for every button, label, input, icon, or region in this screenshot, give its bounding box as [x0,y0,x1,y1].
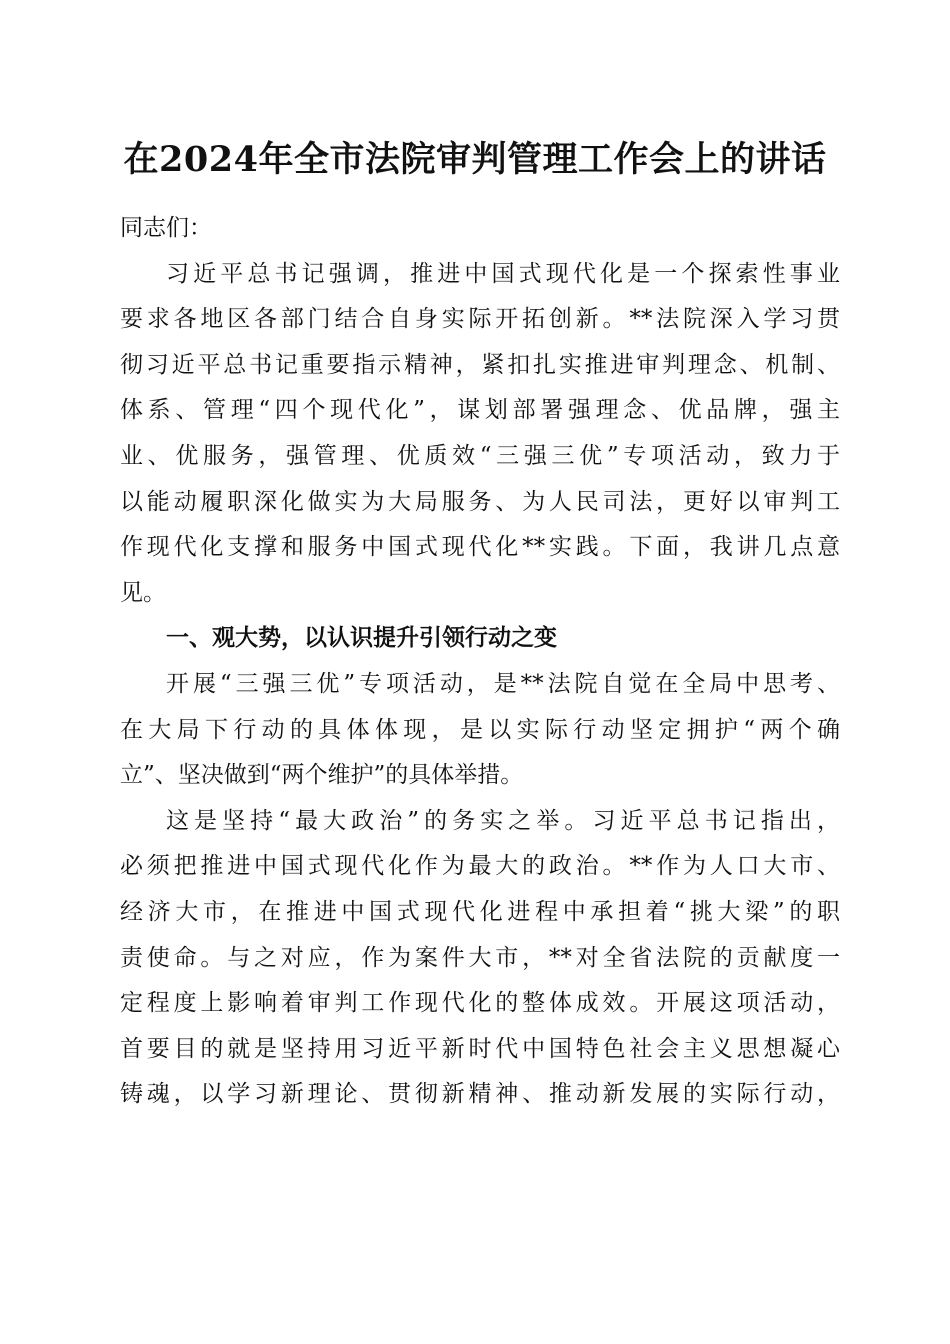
paragraph-line: 在大局下行动的具体体现，是以实际行动坚定拥护“两个确 [120,716,840,743]
paragraph-line: 定程度上影响着审判工作现代化的整体成效。开展这项活动， [120,990,840,1017]
paragraph-line: 彻习近平总书记重要指示精神，紧扣扎实推进审判理念、机制、 [120,351,840,378]
paragraph-line: 首要目的就是坚持用习近平新时代中国特色社会主义思想凝心 [120,1035,840,1062]
paragraph-line: 习近平总书记强调，推进中国式现代化是一个探索性事业 [166,260,840,287]
paragraph-line: 作现代化支撑和服务中国式现代化**实践。下面，我讲几点意 [120,534,840,561]
paragraph-line: 责使命。与之对应，作为案件大市，**对全省法院的贡献度一 [120,944,840,971]
paragraph-line: 以能动履职深化做实为大局服务、为人民司法，更好以审判工 [120,488,840,515]
paragraph-line: 经济大市，在推进中国式现代化进程中承担着“挑大梁”的职 [120,898,840,925]
paragraph-line: 开展“三强三优”专项活动，是**法院自觉在全局中思考、 [166,670,840,697]
paragraph-line: 铸魂，以学习新理论、贯彻新精神、推动新发展的实际行动， [120,1081,840,1108]
paragraph-line: 业、优服务，强管理、优质效“三强三优”专项活动，致力于 [120,442,840,469]
salutation: 同志们： [120,215,212,241]
paragraph-line: 要求各地区各部门结合自身实际开拓创新。**法院深入学习贯 [120,306,840,333]
paragraph-line: 立”、坚决做到“两个维护”的具体举措。 [120,762,524,789]
document-body [120,206,840,1118]
paragraph-line: 体系、管理“四个现代化”，谋划部署强理念、优品牌，强主 [120,397,840,424]
paragraph-line: 必须把推进中国式现代化作为最大的政治。**作为人口大市、 [120,853,840,880]
section-heading: 一、观大势，以认识提升引领行动之变 [166,625,557,652]
paragraph-line: 这是坚持“最大政治”的务实之举。习近平总书记指出， [166,807,840,834]
paragraph-line: 见。 [120,579,166,606]
document-title: 在2024年全市法院审判管理工作会上的讲话 [123,139,827,180]
